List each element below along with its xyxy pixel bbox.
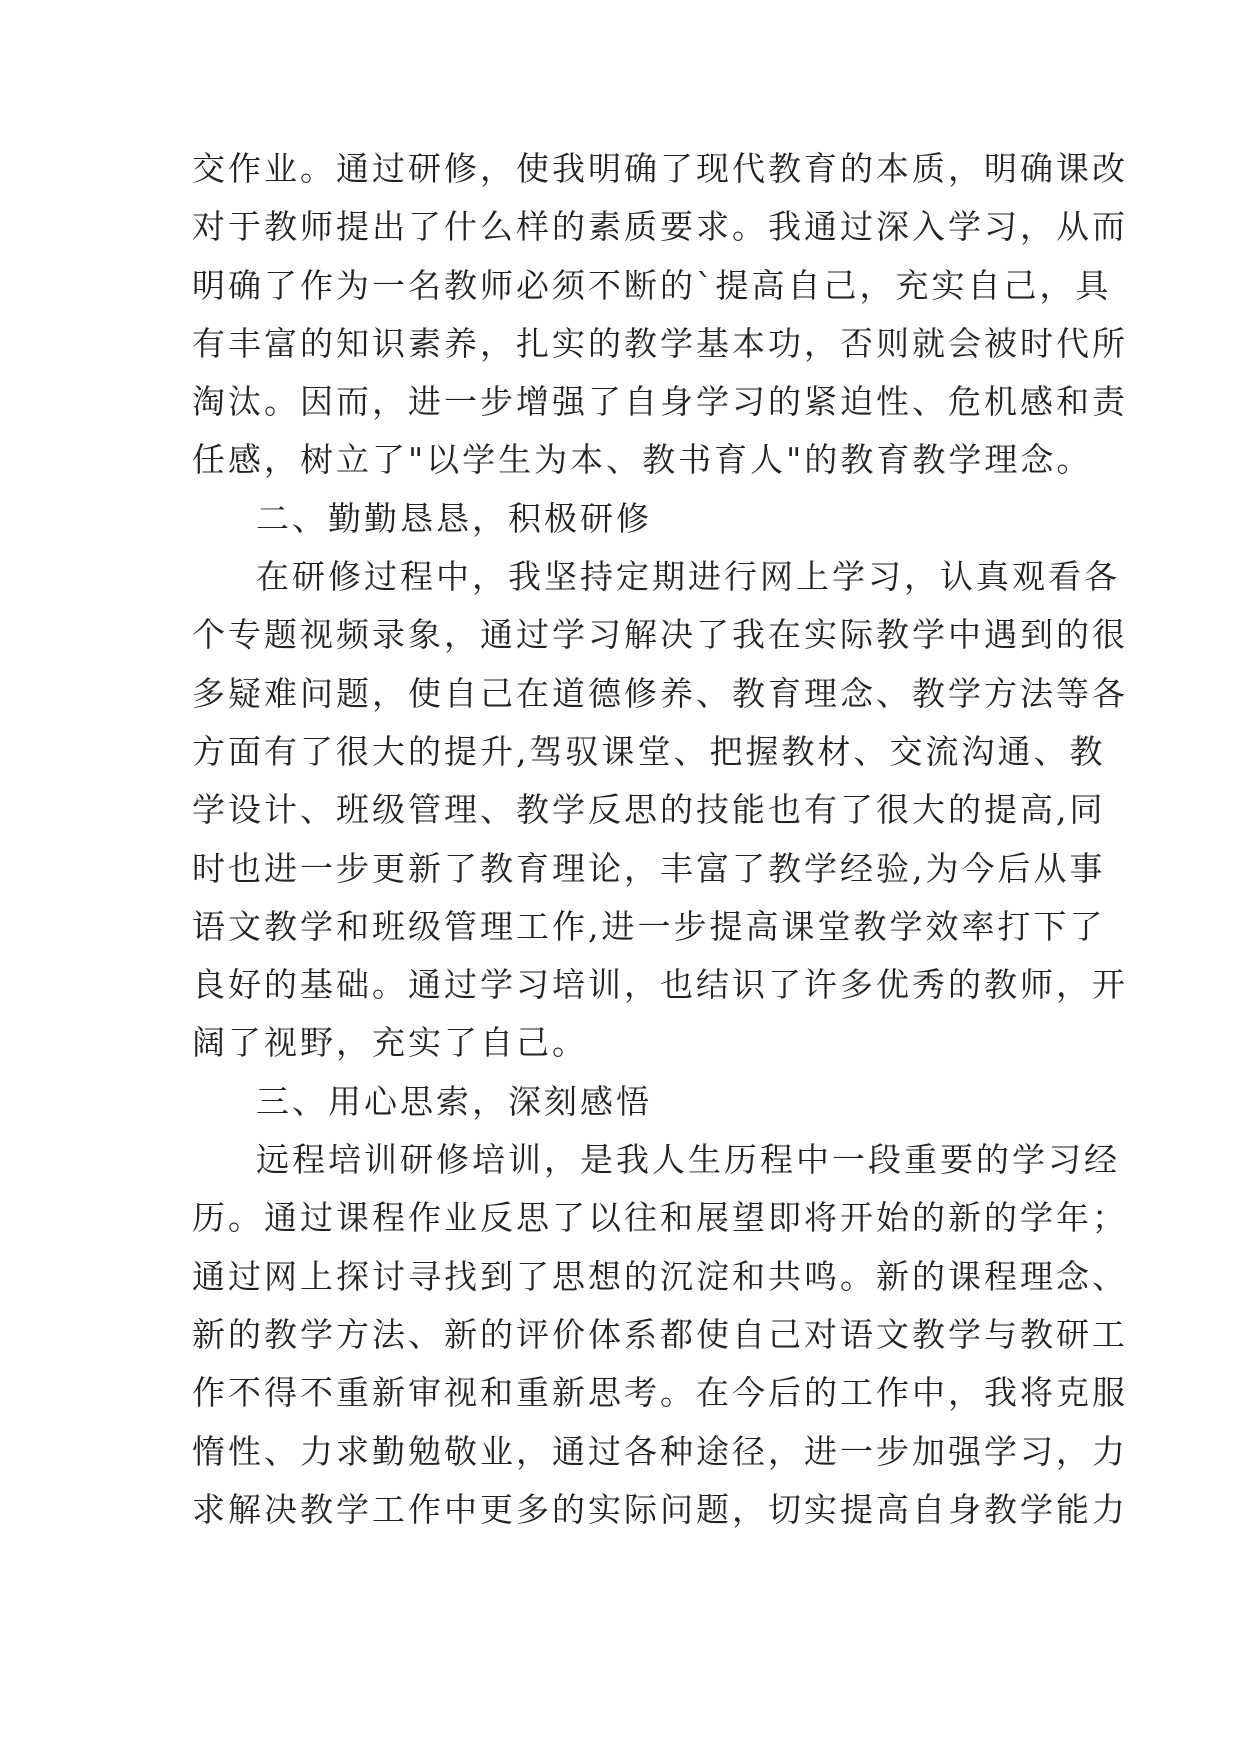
text-line: 求解决教学工作中更多的实际问题，切实提高自身教学能力 bbox=[192, 1489, 1128, 1529]
text-line: 良好的基础。通过学习培训，也结识了许多优秀的教师，开 bbox=[192, 965, 1128, 1005]
text-line: 对于教师提出了什么样的素质要求。我通过深入学习，从而 bbox=[192, 207, 1128, 247]
section-heading-2: 二、勤勤恳恳，积极研修 bbox=[256, 498, 652, 538]
text-line: 历。通过课程作业反思了以往和展望即将开始的新的学年； bbox=[192, 1198, 1128, 1238]
text-line: 学设计、班级管理、教学反思的技能也有了很大的提高,同 bbox=[192, 790, 1106, 830]
paragraph-start: 远程培训研修培训，是我人生历程中一段重要的学习经 bbox=[256, 1140, 1120, 1180]
text-line: 有丰富的知识素养，扎实的教学基本功，否则就会被时代所 bbox=[192, 323, 1128, 363]
text-line: 交作业。通过研修，使我明确了现代教育的本质，明确课改 bbox=[192, 149, 1128, 188]
text-line: 惰性、力求勤勉敬业，通过各种途径，进一步加强学习，力 bbox=[192, 1431, 1128, 1471]
document-body bbox=[192, 140, 1128, 1539]
text-line: 通过网上探讨寻找到了思想的沉淀和共鸣。新的课程理念、 bbox=[192, 1256, 1128, 1296]
section-heading-3: 三、用心思索，深刻感悟 bbox=[256, 1081, 652, 1121]
text-line: 作不得不重新审视和重新思考。在今后的工作中，我将克服 bbox=[192, 1373, 1128, 1413]
text-line: 明确了作为一名教师必须不断的`提高自己，充实自己，具 bbox=[192, 265, 1112, 305]
text-line: 时也进一步更新了教育理论，丰富了教学经验,为今后从事 bbox=[192, 848, 1106, 888]
text-line: 阔了视野，充实了自己。 bbox=[192, 1023, 588, 1063]
text-line: 方面有了很大的提升,驾驭课堂、把握教材、交流沟通、教 bbox=[192, 731, 1106, 771]
text-line: 个专题视频录象，通过学习解决了我在实际教学中遇到的很 bbox=[192, 615, 1128, 655]
paragraph-start: 在研修过程中，我坚持定期进行网上学习，认真观看各 bbox=[256, 557, 1120, 597]
text-line: 多疑难问题，使自己在道德修养、教育理念、教学方法等各 bbox=[192, 673, 1128, 713]
text-line: 淘汰。因而，进一步增强了自身学习的紧迫性、危机感和责 bbox=[192, 382, 1128, 422]
text-line: 新的教学方法、新的评价体系都使自己对语文教学与教研工 bbox=[192, 1314, 1128, 1354]
text-line: 任感，树立了"以学生为本、教书育人"的教育教学理念。 bbox=[192, 440, 1093, 480]
text-line: 语文教学和班级管理工作,进一步提高课堂教学效率打下了 bbox=[192, 906, 1106, 946]
